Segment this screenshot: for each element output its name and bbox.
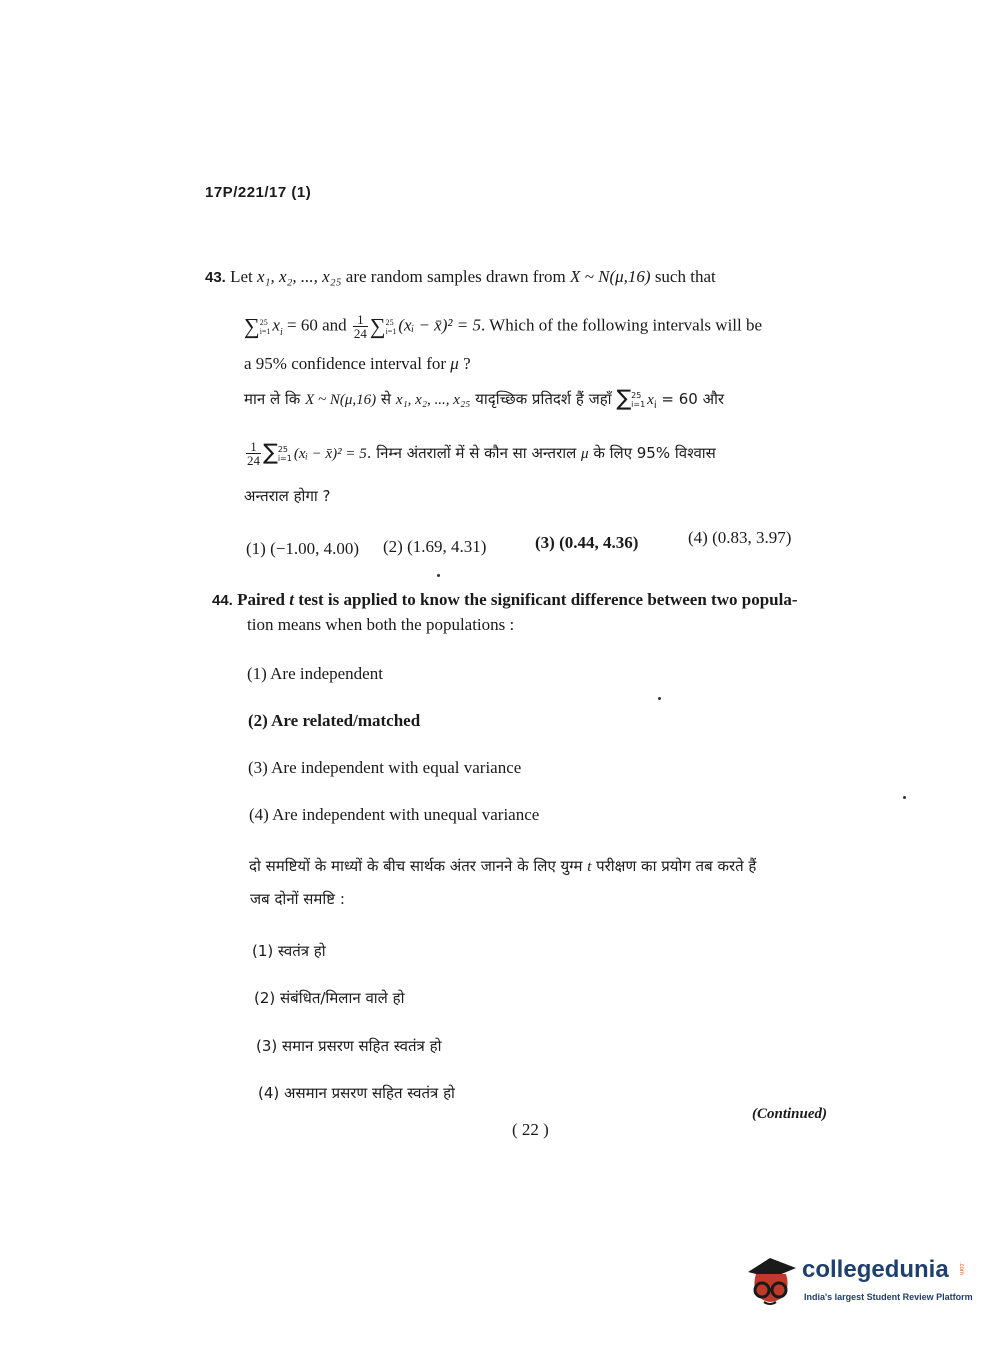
hi-eq: = 60 और [656, 390, 725, 408]
q43-distribution: X ~ N(μ,16) [570, 267, 651, 286]
scan-speck [658, 697, 661, 700]
q44-hi-text-a: दो समष्टियों के माध्यों के बीच सार्थक अंतर जानने के लिए युग्म [249, 857, 588, 875]
q43-option-1: (1) (−1.00, 4.00) [246, 539, 359, 558]
hi-text-d: . निम्न अंतरालों में से कौन सा अन्तराल [366, 444, 582, 462]
q44-option-en-4: (4) Are independent with unequal variance [249, 805, 540, 824]
scan-speck [903, 796, 906, 799]
hi-variance-expr: (xᵢ − x̄)² = 5 [293, 446, 367, 462]
q43-text-d: . Which of the following intervals will be [480, 315, 763, 335]
logo-tagline: India's largest Student Review Platform [804, 1292, 973, 1302]
q44-en-line1 [212, 589, 798, 612]
hi-limits: 25 i=1 [631, 390, 646, 409]
q43-en-line3 [244, 353, 471, 375]
q44-t: t [289, 590, 294, 609]
q43-en-line2: ∑ 25 i=1 $x_i = 60$ and $\frac{1}{24}$ ∑ 25 i=1 (xᵢ − x̄)² = 5. Which of the following intervals will be [244, 312, 763, 341]
q43-vars: x₁, x₂, ..., x₂₅ [257, 267, 342, 286]
q44-option-hi-4: (4) असमान प्रसरण सहित स्वतंत्र हो [258, 1084, 455, 1102]
q44-hi-line1 [249, 855, 756, 878]
q44-option-en-1: (1) Are independent [247, 664, 383, 683]
logo-wordmark: collegedunia [802, 1256, 949, 1283]
q44-option-hi-3: (3) समान प्रसरण सहित स्वतंत्र हो [256, 1037, 442, 1055]
q44-en-line2: tion means when both the populations : [247, 615, 515, 634]
q43-option-4: (4) (0.83, 3.97) [688, 528, 792, 547]
hi-distribution: X ~ N(μ,16) [305, 392, 377, 408]
paper-code: 17P/221/17 (1) [205, 184, 312, 201]
hi-fraction: $\frac{1}{24}$ [247, 439, 260, 468]
hi-sigma: ∑ [616, 386, 632, 412]
q44-text-b: test is applied to know the significant difference between two popula- [293, 590, 798, 609]
q43-text-e: a 95% confidence interval for [244, 354, 451, 373]
q44-hi-t: t [587, 859, 592, 875]
hi-vars: x₁, x₂, ..., x₂₅ [395, 392, 471, 408]
hi-text-c: यादृच्छिक प्रतिदर्श हैं जहाँ [470, 390, 617, 408]
q44-hi-line2: जब दोनों समष्टि : [250, 890, 345, 908]
sum-limits-2: 25 i=1 [385, 317, 397, 336]
fraction: $\frac{1}{24}$ [353, 312, 367, 341]
mu-symbol: μ [450, 354, 459, 373]
q44-hi-text-b: परीक्षण का प्रयोग तब करते हैं [591, 857, 757, 875]
q43-text: Let [230, 267, 258, 286]
q44-option-en-3: (3) Are independent with equal variance [248, 758, 522, 777]
q43-number: 43. [205, 269, 226, 286]
hi-text-b: से [376, 390, 396, 408]
continued-label: (Continued) [752, 1106, 828, 1122]
question-mark: ? [458, 354, 471, 373]
q43-en-line1 [205, 266, 716, 289]
scan-speck [437, 574, 440, 577]
q43-option-3: (3) (0.44, 4.36) [535, 533, 639, 552]
collegedunia-logo[interactable] [742, 1250, 972, 1320]
sum-equals: = 60 and [282, 315, 351, 335]
hi-text-e: के लिए 95% विश्वास [588, 444, 716, 462]
sum-limits: 25 i=1 [259, 317, 271, 336]
q44-text-a: Paired [237, 590, 290, 609]
page-number: ( 22 ) [512, 1120, 549, 1139]
q43-text-b: are random samples drawn from [341, 267, 571, 286]
sum-term: x [272, 315, 280, 335]
q43-text-c: such that [650, 267, 716, 286]
q44-option-en-2: (2) Are related/matched [248, 711, 421, 730]
q44-number: 44. [212, 592, 233, 609]
logo-suffix: .com [958, 1262, 964, 1276]
q43-hi-line1: मान ले कि X ~ N(μ,16) से x₁, x₂, ..., x₂₅ यादृच्छिक प्रतिदर्श हैं जहाँ ∑ 25 i=1 $x_i = 60$ और [244, 386, 725, 412]
hi-mu: μ [581, 446, 589, 462]
variance-expr: (xᵢ − x̄)² = 5 [398, 315, 481, 335]
sigma-symbol-2: ∑ [369, 313, 386, 339]
q43-hi-line3: अन्तराल होगा ? [244, 487, 331, 505]
q43-hi-line2 [244, 440, 716, 467]
q44-option-hi-2: (2) संबंधित/मिलान वाले हो [254, 989, 405, 1007]
sigma-symbol: ∑ [244, 313, 260, 339]
hi-text-a: मान ले कि [244, 390, 306, 408]
hi-limits-2: 25 i=1 [277, 444, 292, 463]
q43-option-2: (2) (1.69, 4.31) [383, 537, 487, 556]
mascot-icon [742, 1250, 800, 1312]
q44-option-hi-1: (1) स्वतंत्र हो [252, 942, 326, 960]
hi-sigma-2: ∑ [263, 440, 278, 466]
